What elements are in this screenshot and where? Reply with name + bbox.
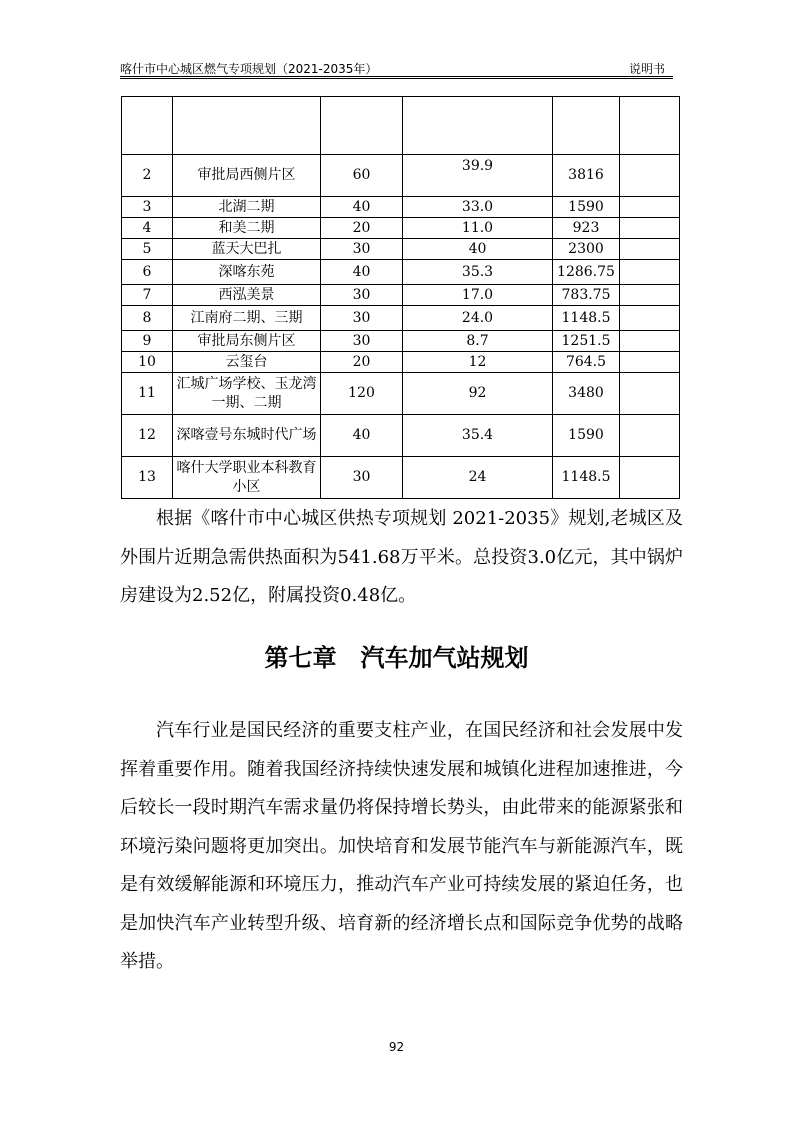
paragraph-heating-plan: 根据《喀什市中心城区供热专项规划 2021-2035》规划,老城区及外围片近期急需供热面积为541.68万平米。总投资3.0亿元，其中锅炉房建设为2.52亿，附属投资0.48亿。 [120, 508, 683, 606]
table-cell-c5: 1590 [553, 197, 620, 218]
table-cell-name: 深喀东苑 [173, 260, 321, 285]
table-cell-no: 2 [122, 155, 173, 197]
table-cell-name: 北湖二期 [173, 197, 321, 218]
table-cell-c4: 92 [403, 373, 553, 415]
table-cell-c4 [403, 97, 553, 155]
table-cell-no: 11 [122, 373, 173, 415]
table-cell-c5: 1148.5 [553, 306, 620, 331]
table-cell-c4: 35.4 [403, 415, 553, 457]
table-cell-c6 [620, 373, 680, 415]
table-cell-c4: 24.0 [403, 306, 553, 331]
table-cell-c5: 764.5 [553, 352, 620, 373]
table-cell-c3: 20 [321, 218, 403, 239]
table-cell-c3: 60 [321, 155, 403, 197]
table-cell-c3: 30 [321, 306, 403, 331]
table-row [122, 218, 680, 239]
table-cell-c5: 1590 [553, 415, 620, 457]
table-cell-c5: 1148.5 [553, 457, 620, 499]
table-cell-no: 4 [122, 218, 173, 239]
table-cell-name: 云玺台 [173, 352, 321, 373]
table-cell-c5: 2300 [553, 239, 620, 260]
table-cell-no: 5 [122, 239, 173, 260]
page-number: 92 [388, 1040, 405, 1054]
table-cell-c5: 3816 [553, 155, 620, 197]
table-cell-c3: 120 [321, 373, 403, 415]
header-section: 说明书 [628, 62, 665, 76]
table-cell-name: 审批局西侧片区 [173, 155, 321, 197]
table-cell-c6 [620, 155, 680, 197]
table-row [122, 457, 680, 499]
table-cell-name [173, 97, 321, 155]
header-rule [120, 76, 673, 77]
table-cell-name: 汇城广场学校、玉龙湾一期、二期 [173, 373, 321, 415]
table-cell-c6 [620, 97, 680, 155]
table-cell-name: 深喀壹号东城时代广场 [173, 415, 321, 457]
table-cell-c3: 30 [321, 239, 403, 260]
header-rule-double [120, 78, 673, 79]
table-cell-c4: 17.0 [403, 285, 553, 306]
table-cell-name: 江南府二期、三期 [173, 306, 321, 331]
table-cell-c3: 20 [321, 352, 403, 373]
table-cell-c6 [620, 352, 680, 373]
paragraph-auto-industry: 汽车行业是国民经济的重要支柱产业，在国民经济和社会发展中发挥着重要作用。随着我国经济持续快速发展和城镇化进程加速推进，今后较长一段时期汽车需求量仍将保持增长势头，由此带来的能源紧张和环境污染问题将更加突出。加快培育和发展节能汽车与新能源汽车，既是有效缓解能源和环境压力，推动汽车产业可持续发展的紧迫任务，也是加快汽车产业转型升级、培育新的经济增长点和国际竞争优势的战略举措。 [120, 720, 683, 972]
table-cell-no: 6 [122, 260, 173, 285]
table-cell-c3: 30 [321, 331, 403, 352]
table-row [122, 373, 680, 415]
table-cell-no: 3 [122, 197, 173, 218]
table-cell-c3: 40 [321, 260, 403, 285]
table-row [122, 306, 680, 331]
table-row [122, 415, 680, 457]
table-cell-no: 8 [122, 306, 173, 331]
header-title: 喀什市中心城区燃气专项规划（2021-2035年） [120, 62, 378, 76]
table-cell-name: 喀什大学职业本科教育小区 [173, 457, 321, 499]
table-cell-c3: 30 [321, 285, 403, 306]
table-cell-c5: 783.75 [553, 285, 620, 306]
table-cell-c4: 39.9 [403, 155, 553, 197]
table-cell-name: 西泓美景 [173, 285, 321, 306]
heating-demand-table [121, 96, 680, 499]
table-cell-c6 [620, 197, 680, 218]
table-cell-no: 10 [122, 352, 173, 373]
table-cell-c4: 8.7 [403, 331, 553, 352]
table-cell-c6 [620, 260, 680, 285]
table-cell-name: 蓝天大巴扎 [173, 239, 321, 260]
table-cell-name: 审批局东侧片区 [173, 331, 321, 352]
table-cell-c4: 35.3 [403, 260, 553, 285]
table-cell-no [122, 97, 173, 155]
chapter-title: 第七章 汽车加气站规划 [264, 644, 529, 672]
table-cell-no: 13 [122, 457, 173, 499]
table-cell-c4: 24 [403, 457, 553, 499]
table-cell-c3: 40 [321, 415, 403, 457]
table-row [122, 260, 680, 285]
table-cell-c6 [620, 218, 680, 239]
table-cell-c6 [620, 415, 680, 457]
table-cell-c5: 3480 [553, 373, 620, 415]
table-cell-name: 和美二期 [173, 218, 321, 239]
table-row [122, 285, 680, 306]
table-cell-c3 [321, 97, 403, 155]
table-cell-c4: 12 [403, 352, 553, 373]
page-header [120, 60, 673, 77]
table-cell-c6 [620, 239, 680, 260]
table-cell-no: 7 [122, 285, 173, 306]
table-row [122, 352, 680, 373]
table-row [122, 197, 680, 218]
table-row [122, 331, 680, 352]
table-cell-c3: 30 [321, 457, 403, 499]
table-row [122, 155, 680, 197]
table-cell-c5: 923 [553, 218, 620, 239]
table-cell-no: 9 [122, 331, 173, 352]
table-cell-c3: 40 [321, 197, 403, 218]
table-cell-c6 [620, 331, 680, 352]
table-cell-c6 [620, 457, 680, 499]
table-cell-c4: 11.0 [403, 218, 553, 239]
table-cell-c5: 1286.75 [553, 260, 620, 285]
table-row [122, 97, 680, 155]
table-cell-c5 [553, 97, 620, 155]
table-row [122, 239, 680, 260]
table-cell-c5: 1251.5 [553, 331, 620, 352]
table-cell-c6 [620, 285, 680, 306]
table-cell-c4: 40 [403, 239, 553, 260]
table-cell-c4: 33.0 [403, 197, 553, 218]
table-cell-no: 12 [122, 415, 173, 457]
table-cell-c6 [620, 306, 680, 331]
